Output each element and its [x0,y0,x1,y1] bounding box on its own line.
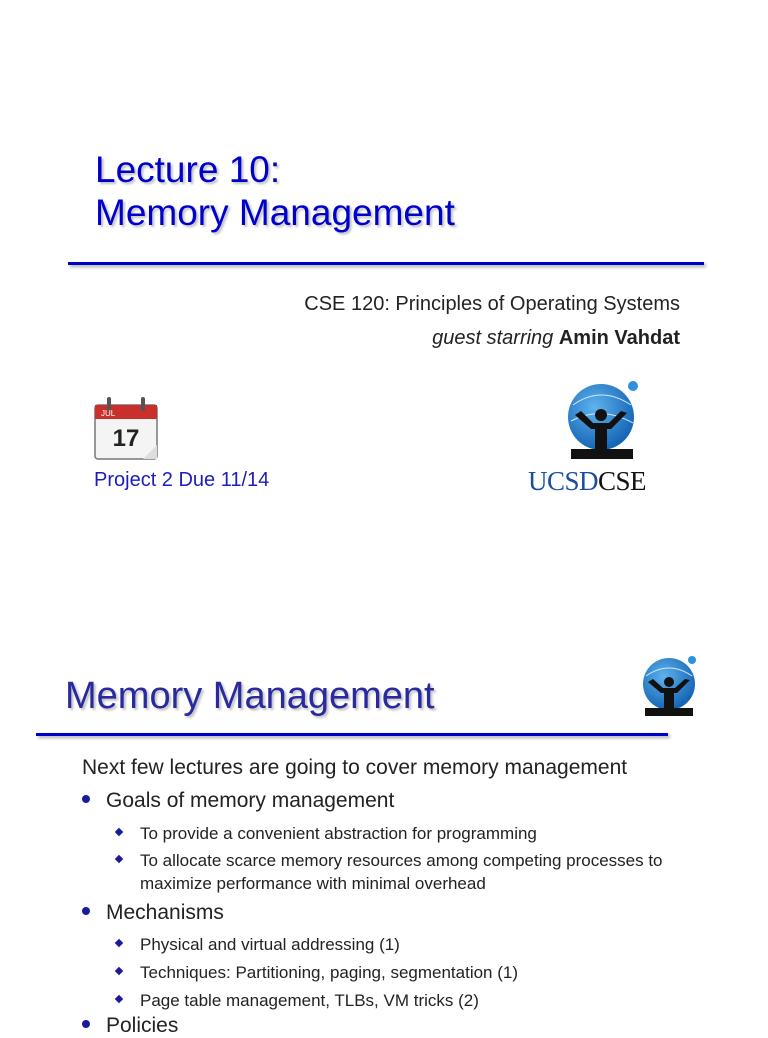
sub-bullet-text: To allocate scarce memory resources among competing processes to maximize performance with minimal overhead [140,851,663,893]
bullet-dot-icon [82,1020,90,1028]
ucsd-cse-wordmark [528,466,646,497]
bullet-label: Policies [106,1014,179,1037]
project-due-note: Project 2 Due 11/14 [94,469,270,491]
bullet-dot-icon [82,795,90,803]
slide1-title [95,148,455,234]
ucsd-wordmark-part: UCSD [528,466,599,496]
diamond-bullet-icon [115,828,123,836]
diamond-bullet-icon [115,855,123,863]
guest-line [200,327,680,350]
ucsd-cse-small-logo [640,652,700,718]
sub-bullet [116,849,676,895]
bullet-policies [82,1014,178,1038]
calendar-month: JUL [101,409,116,418]
sub-bullet-text: To provide a convenient abstraction for programming [140,824,537,843]
slide1-title-line1: Lecture 10: [95,149,281,190]
sub-bullet [116,961,676,984]
diamond-bullet-icon [115,967,123,975]
calendar-day: 17 [112,425,140,452]
bullet-goals [82,789,394,813]
sub-bullet [116,989,676,1012]
calendar-icon [91,391,163,463]
sub-bullet [116,822,676,845]
course-name: CSE 120: Principles of Operating Systems [304,293,680,315]
slide2-title-rule [36,733,668,736]
sub-bullet-text: Techniques: Partitioning, paging, segmentation (1) [140,963,519,982]
diamond-bullet-icon [115,995,123,1003]
diamond-bullet-icon [115,939,123,947]
sub-bullet-text: Physical and virtual addressing (1) [140,935,400,954]
guest-prefix: guest starring [432,327,554,349]
sub-bullet [116,933,676,956]
slide2-title: Memory Management [65,675,435,717]
bullet-mechanisms [82,901,224,925]
guest-name: Amin Vahdat [558,327,680,349]
bullet-label: Goals of memory management [106,789,395,812]
bullet-label: Mechanisms [106,901,224,924]
slide1-title-rule [68,262,704,265]
sub-bullet-text: Page table management, TLBs, VM tricks (2) [140,991,479,1010]
ucsd-cse-globe-logo [565,375,645,465]
slide1-title-line2: Memory Management [95,192,455,233]
bullet-dot-icon [82,907,90,915]
slide2-intro: Next few lectures are going to cover memory management [82,756,628,779]
cse-wordmark-part: CSE [598,466,647,496]
